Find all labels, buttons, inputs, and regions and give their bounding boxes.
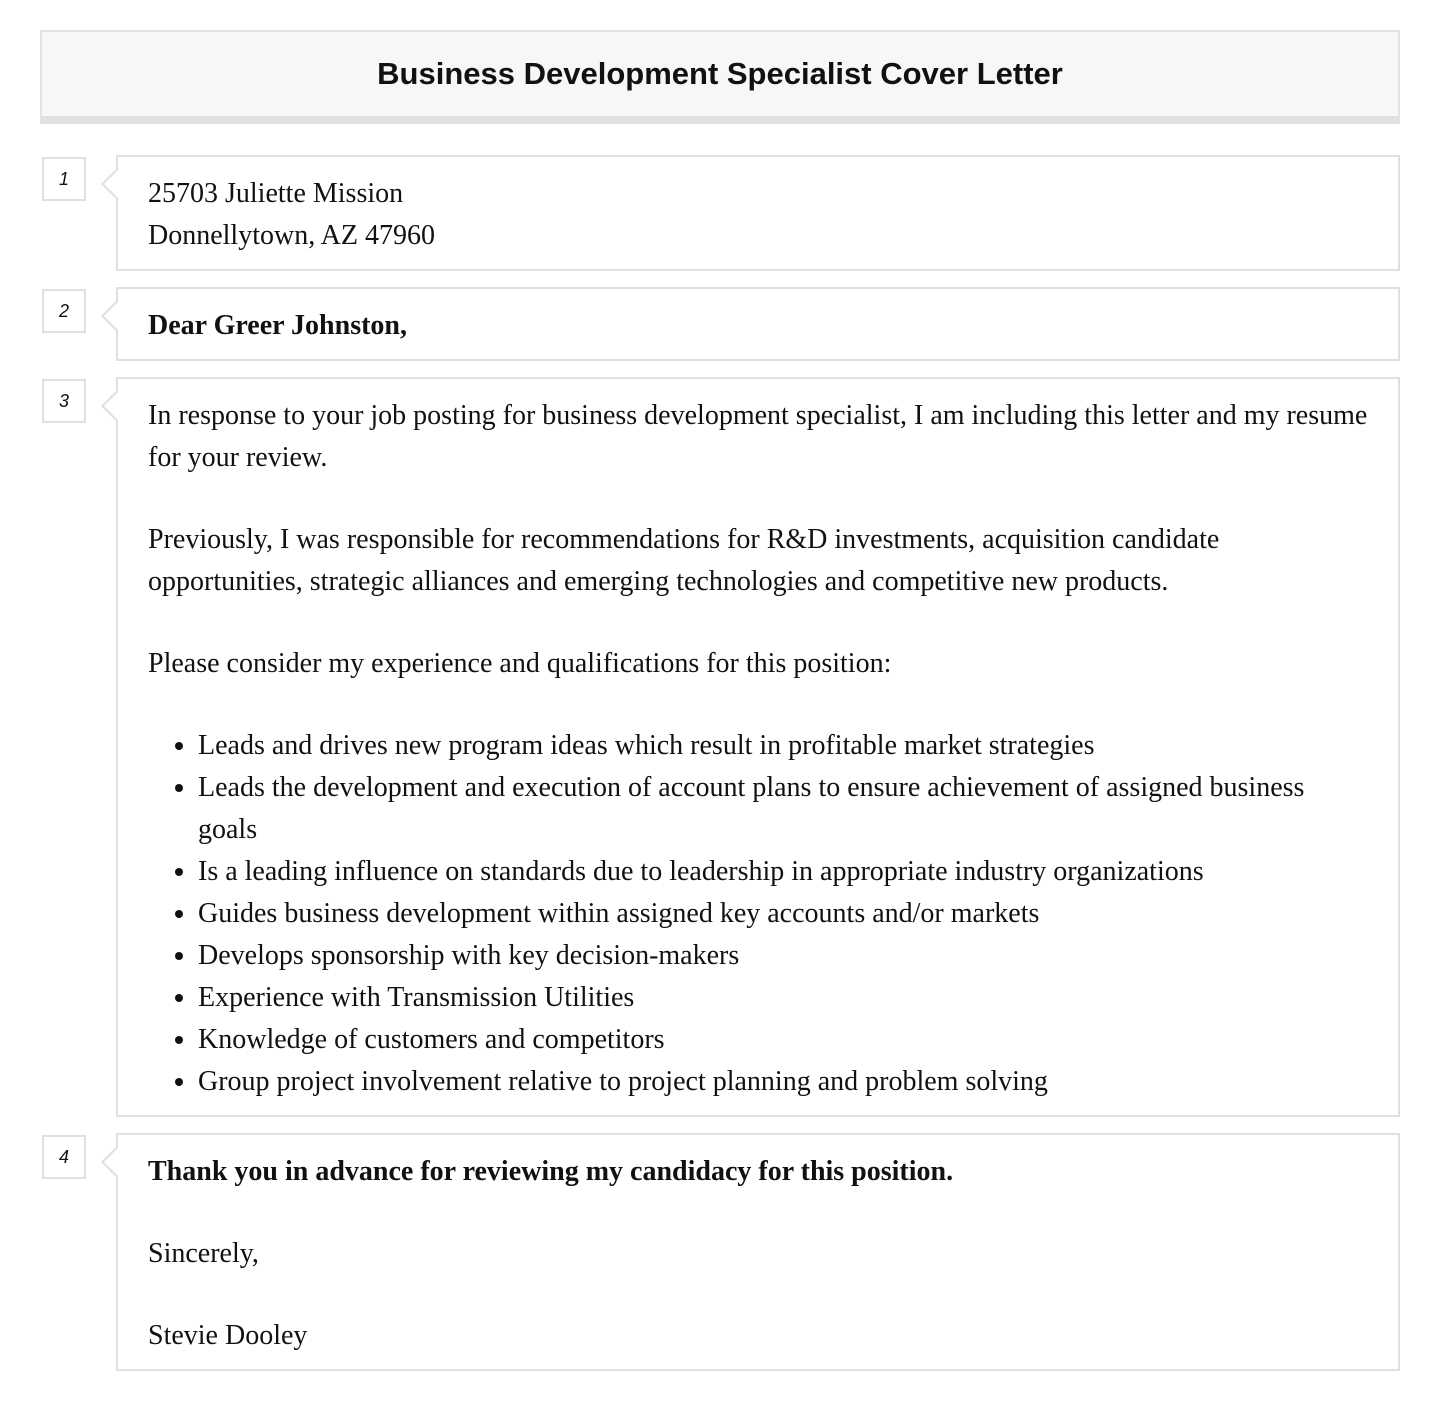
list-item: • Knowledge of customers and competitors xyxy=(198,1019,1368,1061)
address-line-2: Donnellytown, AZ 47960 xyxy=(148,220,435,251)
section-number: 3 xyxy=(42,379,86,423)
page-header xyxy=(40,30,1400,124)
closing-salutation: Sincerely, xyxy=(148,1238,259,1269)
section-number: 2 xyxy=(42,289,86,333)
address-line-1: 25703 Juliette Mission xyxy=(148,178,404,209)
consider-paragraph: Please consider my experience and qualifications for this position: xyxy=(148,648,892,679)
closing-box xyxy=(116,1133,1400,1371)
intro-paragraph: In response to your job posting for business development specialist, I am including this letter and my resume for your review. xyxy=(148,400,1368,473)
section-number: 4 xyxy=(42,1135,86,1179)
list-item: • Experience with Transmission Utilities xyxy=(198,977,1368,1019)
list-item: • Leads the development and execution of account plans to ensure achievement of assigned business goals xyxy=(198,767,1368,851)
address-box xyxy=(116,155,1400,271)
greeting-box xyxy=(116,287,1400,361)
greeting: Dear Greer Johnston, xyxy=(148,310,407,341)
thanks-paragraph: Thank you in advance for reviewing my candidacy for this position. xyxy=(148,1156,954,1187)
list-item: • Develops sponsorship with key decision-makers xyxy=(198,935,1368,977)
list-item: • Guides business development within assigned key accounts and/or markets xyxy=(198,893,1368,935)
list-item: • Group project involvement relative to project planning and problem solving xyxy=(198,1061,1368,1103)
body-box xyxy=(116,377,1400,1117)
page-title: Business Development Specialist Cover Letter xyxy=(377,56,1063,91)
list-item: • Leads and drives new program ideas which result in profitable market strategies xyxy=(198,725,1368,767)
list-item: • Is a leading influence on standards due to leadership in appropriate industry organizations xyxy=(198,851,1368,893)
qualifications-list xyxy=(148,725,1368,1103)
section-number: 1 xyxy=(42,157,86,201)
signature-name: Stevie Dooley xyxy=(148,1320,308,1351)
previous-paragraph: Previously, I was responsible for recommendations for R&D investments, acquisition candidate opportunities, strategic alliances and emerging technologies and competitive new products. xyxy=(148,524,1220,597)
